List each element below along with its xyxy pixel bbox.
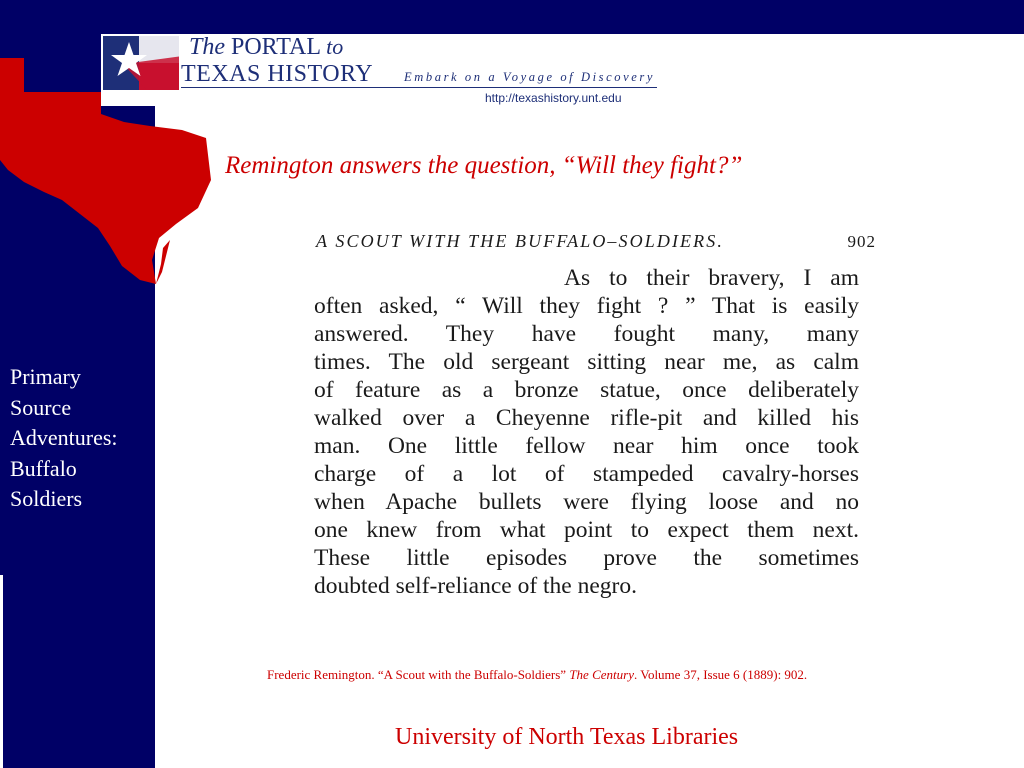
- logo-the: The: [189, 34, 225, 60]
- sidebar-caption-line: Buffalo: [10, 455, 77, 481]
- scan-line: when Apache bullets were flying loose and no: [314, 489, 859, 515]
- logo-title-line2: TEXAS HISTORY: [181, 61, 374, 87]
- scan-line: charge of a lot of stampeded cavalry-horses: [314, 461, 859, 487]
- citation-journal: The Century: [569, 667, 634, 682]
- sidebar-caption-line: Source: [10, 394, 72, 420]
- logo-title-line1: [189, 34, 343, 61]
- scan-line: doubted self-reliance of the negro.: [314, 573, 637, 599]
- logo-tagline: Embark on a Voyage of Discovery: [404, 70, 656, 84]
- texas-flag-star-icon: [103, 36, 179, 90]
- scan-running-head: A SCOUT WITH THE BUFFALO–SOLDIERS.: [316, 231, 724, 251]
- sidebar-caption-line: Adventures:: [10, 425, 118, 450]
- scan-line: man. One little fellow near him once took: [314, 433, 859, 459]
- scanned-page-excerpt: [308, 228, 876, 612]
- portal-logo[interactable]: [101, 34, 657, 106]
- sidebar-edge-strip: [0, 575, 3, 768]
- sidebar-caption-line: Primary: [10, 364, 81, 389]
- sidebar-caption: [10, 362, 155, 515]
- citation-details: . Volume 37, Issue 6 (1889): 902.: [633, 667, 808, 682]
- scan-line: often asked, “ Will they fight ? ” That is easily: [314, 293, 859, 319]
- scan-line: one knew from what point to expect them next.: [314, 517, 859, 543]
- portal-url-link[interactable]: http://texashistory.unt.edu: [485, 91, 622, 105]
- logo-portal: PORTAL: [231, 34, 321, 60]
- scan-line: walked over a Cheyenne rifle-pit and killed his: [314, 405, 859, 431]
- logo-to: to: [326, 34, 344, 59]
- scan-line: of feature as a bronze statue, once deliberately: [314, 377, 859, 403]
- footer-credit: University of North Texas Libraries: [395, 724, 739, 750]
- scan-line: These little episodes prove the sometimes: [314, 545, 859, 571]
- scan-line: times. The old sergeant sitting near me, as calm: [314, 349, 859, 375]
- scan-line: answered. They have fought many, many: [314, 321, 859, 347]
- citation-author-title: Frederic Remington. “A Scout with the Buffalo-Soldiers”: [267, 667, 567, 682]
- source-citation: [267, 667, 807, 683]
- scan-line: As to their bravery, I am: [564, 265, 859, 291]
- scan-page-number: 902: [847, 232, 876, 251]
- sidebar-caption-line: Soldiers: [10, 486, 83, 511]
- logo-divider: [181, 87, 657, 88]
- slide-title: Remington answers the question, “Will they fight?”: [225, 152, 743, 179]
